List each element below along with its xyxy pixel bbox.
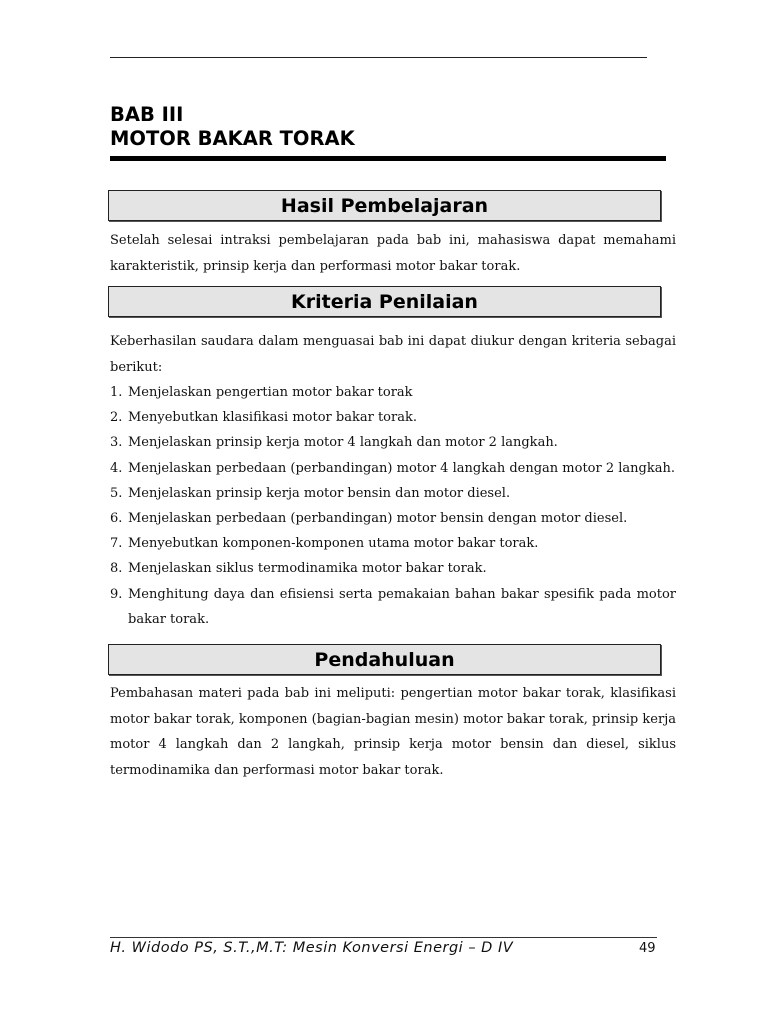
- list-item-text: Menjelaskan pengertian motor bakar torak: [128, 385, 413, 400]
- list-item-number: 3.: [110, 435, 123, 451]
- list-item-text: Menyebutkan klasifikasi motor bakar torak.: [128, 410, 417, 426]
- list-item: [110, 405, 676, 430]
- chapter-heading: [110, 103, 355, 151]
- list-item-number: 8.: [110, 561, 123, 577]
- hasil-paragraph: Setelah selesai intraksi pembelajaran pada bab ini, mahasiswa dapat memahami karakteristik, prinsip kerja dan performasi motor bakar torak.: [110, 233, 676, 274]
- page-number: 49: [639, 941, 656, 956]
- section-heading-pendahuluan: Pendahuluan: [108, 644, 661, 675]
- kriteria-intro: Keberhasilan saudara dalam menguasai bab ini dapat diukur dengan kriteria sebagai berikut:: [110, 334, 676, 375]
- criteria-list: [110, 380, 676, 632]
- top-rule: [110, 57, 647, 58]
- list-item-text: Menyebutkan komponen-komponen utama motor bakar torak.: [128, 536, 539, 552]
- list-item-text: Menjelaskan perbedaan (perbandingan) motor bensin dengan motor diesel.: [128, 511, 628, 527]
- list-item: [110, 430, 676, 455]
- chapter-number: BAB III: [110, 103, 184, 126]
- list-item-text: Menjelaskan perbedaan (perbandingan) motor 4 langkah dengan motor 2 langkah.: [128, 460, 675, 476]
- list-item: [110, 556, 676, 581]
- list-item: [110, 582, 676, 632]
- list-item-text: Menjelaskan siklus termodinamika motor bakar torak.: [128, 561, 487, 577]
- list-item-number: 9.: [110, 586, 123, 602]
- list-item: [110, 380, 676, 405]
- list-item: [110, 506, 676, 531]
- list-item-text: Menghitung daya dan efisiensi serta pemakaian bahan bakar spesifik pada motor bakar torak.: [128, 586, 676, 627]
- list-item: [110, 456, 676, 481]
- footer-rule: [110, 937, 657, 938]
- list-item-number: 2.: [110, 410, 123, 426]
- section-heading-kriteria: Kriteria Penilaian: [108, 286, 661, 317]
- list-item-text: Menjelaskan prinsip kerja motor 4 langkah dan motor 2 langkah.: [128, 435, 558, 451]
- list-item-number: 6.: [110, 511, 123, 527]
- list-item: [110, 481, 676, 506]
- pendahuluan-paragraph: Pembahasan materi pada bab ini meliputi: pengertian motor bakar torak, klasifikasi motor bakar torak, komponen (bagian-bagian mesin) motor bakar torak, prinsip kerja motor 4 langkah dan 2 langkah, prinsip kerja motor bensin dan diesel, siklus termodinamika dan performasi motor bakar torak.: [110, 686, 676, 778]
- list-item-number: 4.: [110, 460, 123, 476]
- list-item-number: 1.: [110, 385, 123, 400]
- list-item-number: 5.: [110, 485, 123, 501]
- list-item-text: Menjelaskan prinsip kerja motor bensin dan motor diesel.: [128, 485, 511, 501]
- section-heading-hasil: Hasil Pembelajaran: [108, 190, 661, 221]
- footer-text: H. Widodo PS, S.T.,M.T: Mesin Konversi Energi – D IV: [110, 940, 514, 956]
- list-item: [110, 531, 676, 556]
- chapter-title: MOTOR BAKAR TORAK: [110, 127, 355, 150]
- list-item-number: 7.: [110, 536, 123, 552]
- chapter-divider: [110, 156, 666, 161]
